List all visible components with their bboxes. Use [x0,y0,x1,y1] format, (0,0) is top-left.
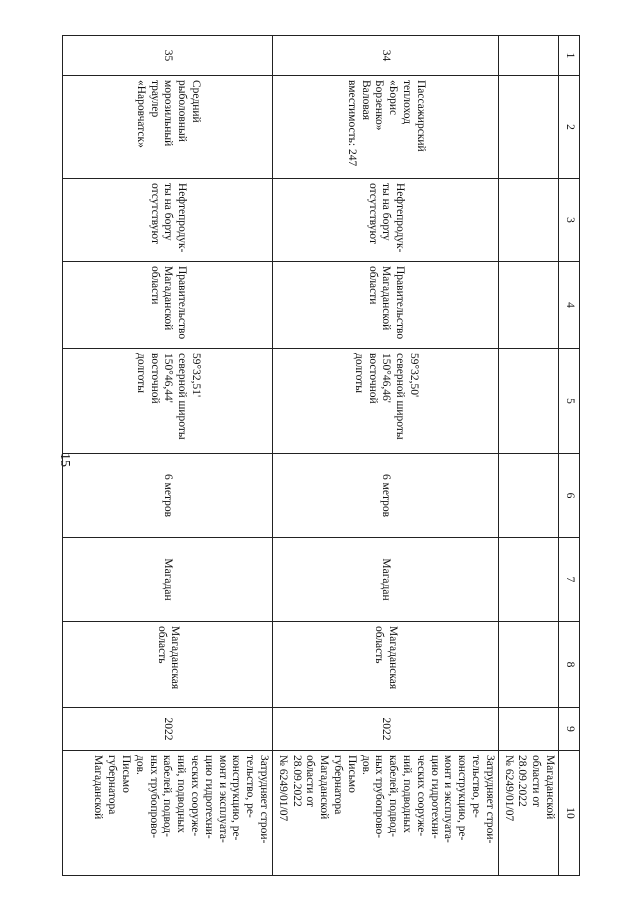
text-line: Правительство [176,266,189,340]
text-line: 59°32,50' [407,353,420,398]
text-line: области [366,266,379,305]
header-col-3: 3 [559,179,580,262]
vessel-name [63,76,273,179]
row-number: 34 [273,36,499,76]
authority [63,262,273,349]
text-line: тельство, ре- [470,755,483,818]
text-line: № 6249/01/07 [276,755,289,822]
text-line: траулер [148,80,161,118]
text-line: ных трубопрово- [147,755,160,839]
continuation-row [498,36,558,876]
cont-col10 [498,751,558,876]
text-line: ты на борту [380,183,393,241]
cont-cell [498,76,558,179]
cont-cell [498,538,558,622]
text-line: конструкцию, ре- [456,755,469,841]
region [273,622,499,708]
text-line: область [373,626,386,664]
coordinates [63,349,273,454]
text-line: монт и эксплуата- [216,755,229,843]
text-line: Магаданская [387,626,400,690]
city: Магадан [63,538,273,622]
city: Магадан [273,538,499,622]
text-line: цию гидротехни- [202,755,215,839]
cont-cell [498,454,558,538]
table-row [63,36,273,876]
text-line: 28.09.2022 [516,755,529,807]
oil-status [273,179,499,262]
text-line: Магаданской [544,755,556,820]
text-line: восточной [148,353,161,404]
text-line: отсутствуют [148,183,161,245]
text-line: Правительство [394,266,407,340]
text-line: морозильный [162,80,175,147]
text-line: ческих сооруже- [189,755,202,837]
text-line: Магаданской [380,266,393,331]
text-line: 28.09.2022 [290,755,303,807]
vessel-table [62,35,580,876]
text-line: тельство, ре- [244,755,257,818]
remarks [63,751,273,876]
text-line: области [148,266,161,305]
header-row [559,36,580,876]
coordinates [273,349,499,454]
text-line: Затрудняет строи- [258,755,271,844]
cont-cell [498,179,558,262]
depth: 6 метров [63,454,273,538]
text-line: Магаданская [169,626,182,690]
text-line: Магаданской [162,266,175,331]
text-line: дов. [359,755,372,775]
text-line: № 6249/01/07 [502,755,515,822]
text-line: Магаданской [92,755,105,820]
text-line: кабелей, подвод- [387,755,400,837]
text-line: Письмо [345,755,358,793]
text-line: область [155,626,168,664]
cont-cell [498,622,558,708]
text-line: области от [304,755,317,807]
text-line: долготы [352,353,365,393]
text-line: теплоход [401,80,414,125]
text-line: Затрудняет строи- [483,755,496,844]
text-line: рыболовный [176,80,189,142]
text-line: северной широты [176,353,189,440]
header-col-10: 10 [559,751,580,876]
text-line: вместимость: 247 [345,80,358,167]
region [63,622,273,708]
text-line: ты на борту [162,183,175,241]
header-col-5: 5 [559,349,580,454]
text-line: «Наровчатск» [134,80,147,148]
header-col-1: 1 [559,36,580,76]
cont-cell [498,262,558,349]
remarks [273,751,499,876]
vessel-name [273,76,499,179]
header-col-6: 6 [559,454,580,538]
oil-status [63,179,273,262]
text-line: монт и эксплуата- [442,755,455,843]
depth: 6 метров [273,454,499,538]
text-line: 150°46,44' [162,353,175,403]
text-line: цию гидротехни- [428,755,441,839]
header-col-2: 2 [559,76,580,179]
text-line: 150°46,46' [380,353,393,403]
text-line: Борзенко» [373,80,386,131]
cont-cell [498,708,558,751]
year: 2022 [63,708,273,751]
header-col-7: 7 [559,538,580,622]
text-line: восточной [366,353,379,404]
text-line: Валовая [359,80,372,121]
text-line: Пассажирский [414,80,427,152]
text-line: «Борис [387,80,400,116]
header-col-4: 4 [559,262,580,349]
text-line: кабелей, подвод- [161,755,174,837]
header-col-9: 9 [559,708,580,751]
text-line: ных трубопрово- [373,755,386,839]
text-line: северной широты [394,353,407,440]
text-line: губернатора [332,755,345,815]
authority [273,262,499,349]
header-col-8: 8 [559,622,580,708]
text-line: Нефтепродук- [176,183,189,253]
table-row [273,36,499,876]
text-line: Средний [190,80,203,123]
text-line: ний, подводных [401,755,414,833]
text-line: области от [530,755,543,807]
year: 2022 [273,708,499,751]
cont-cell [498,36,558,76]
text-line: долготы [134,353,147,393]
text-line: ческих сооруже- [414,755,427,837]
text-line: ний, подводных [175,755,188,833]
text-line: отсутствуют [366,183,379,245]
text-line: дов. [133,755,146,775]
page-number: 15 [57,453,72,467]
cont-cell [498,349,558,454]
row-number: 35 [63,36,273,76]
text-line: губернатора [106,755,119,815]
text-line: 59°32,51' [190,353,203,398]
rotated-table-container [70,35,580,875]
text-line: Письмо [120,755,133,793]
text-line: конструкцию, ре- [230,755,243,841]
text-line: Магаданской [318,755,331,820]
text-line: Нефтепродук- [394,183,407,253]
